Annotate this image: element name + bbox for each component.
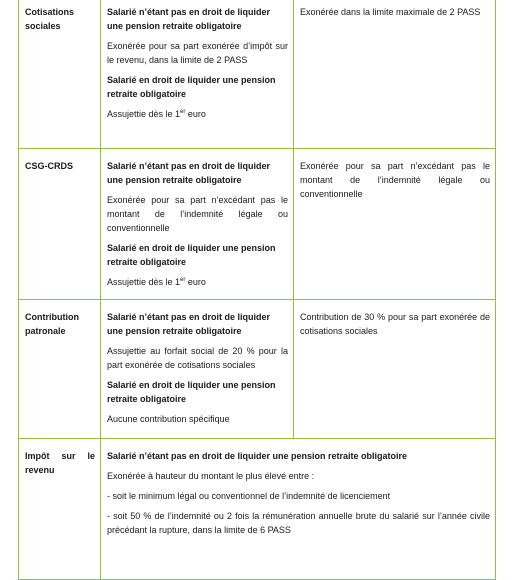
- table-row: [19, 300, 496, 439]
- table-row: [19, 0, 496, 149]
- row-heading-cell: [19, 0, 101, 149]
- condition-text: Exonérée pour sa part n’excédant pas le montant de l’indemnité légale ou conventionnelle: [107, 195, 288, 233]
- rule-text: Exonérée pour sa part n’excédant pas le montant de l’indemnité légale ou conventionnelle: [300, 161, 490, 199]
- row-heading: Cotisations sociales: [25, 7, 75, 31]
- row-heading-cell: [19, 149, 101, 300]
- row-heading-cell: [19, 300, 101, 439]
- condition-heading: Salarié n’étant pas en droit de liquider une pension retraite obligatoire: [107, 7, 271, 31]
- rule-text: Contribution de 30 % pour sa part exonérée de cotisations sociales: [300, 312, 490, 336]
- condition-heading: Salarié en droit de liquider une pension retraite obligatoire: [107, 380, 276, 404]
- condition-heading: Salarié en droit de liquider une pension retraite obligatoire: [107, 75, 276, 99]
- condition-text: Exonérée pour sa part exonérée d’impôt sur le revenu, dans la limite de 2 PASS: [107, 41, 288, 65]
- rule-cell: [294, 149, 496, 300]
- rule-cell: [294, 0, 496, 149]
- condition-text: Assujettie dès le 1er euro: [107, 109, 206, 119]
- conditions-cell: [101, 149, 294, 300]
- condition-heading: Salarié en droit de liquider une pension retraite obligatoire: [107, 243, 276, 267]
- table-row: [19, 149, 496, 300]
- condition-text: - soit 50 % de l’indemnité ou 2 fois la rémunération annuelle brute du salarié sur l’année civile précédant la rupture, dans la limite de 6 PASS: [107, 511, 490, 535]
- row-heading-cell: [19, 439, 101, 580]
- condition-text: Aucune contribution spécifique: [107, 414, 230, 424]
- conditions-cell: [101, 0, 294, 149]
- rule-text: Exonérée dans la limite maximale de 2 PASS: [300, 7, 481, 17]
- condition-heading: Salarié n’étant pas en droit de liquider une pension retraite obligatoire: [107, 312, 271, 336]
- conditions-cell-wide: [101, 439, 496, 580]
- exemption-table: [18, 0, 496, 580]
- condition-text: Assujettie au forfait social de 20 % pour la part exonérée de cotisations sociales: [107, 346, 288, 370]
- row-heading: Contribution patronale: [25, 312, 79, 336]
- condition-heading: Salarié n’étant pas en droit de liquider une pension retraite obligatoire: [107, 161, 271, 185]
- condition-text: Exonérée à hauteur du montant le plus élevé entre :: [107, 471, 315, 481]
- table-row: [19, 439, 496, 580]
- condition-heading: Salarié n’étant pas en droit de liquider une pension retraite obligatoire: [107, 451, 408, 461]
- condition-text: Assujettie dès le 1er euro: [107, 277, 206, 287]
- rule-cell: [294, 300, 496, 439]
- conditions-cell: [101, 300, 294, 439]
- row-heading: CSG-CRDS: [25, 161, 74, 171]
- condition-text: - soit le minimum légal ou conventionnel de l’indemnité de licenciement: [107, 491, 391, 501]
- row-heading: Impôt sur le revenu: [25, 451, 95, 475]
